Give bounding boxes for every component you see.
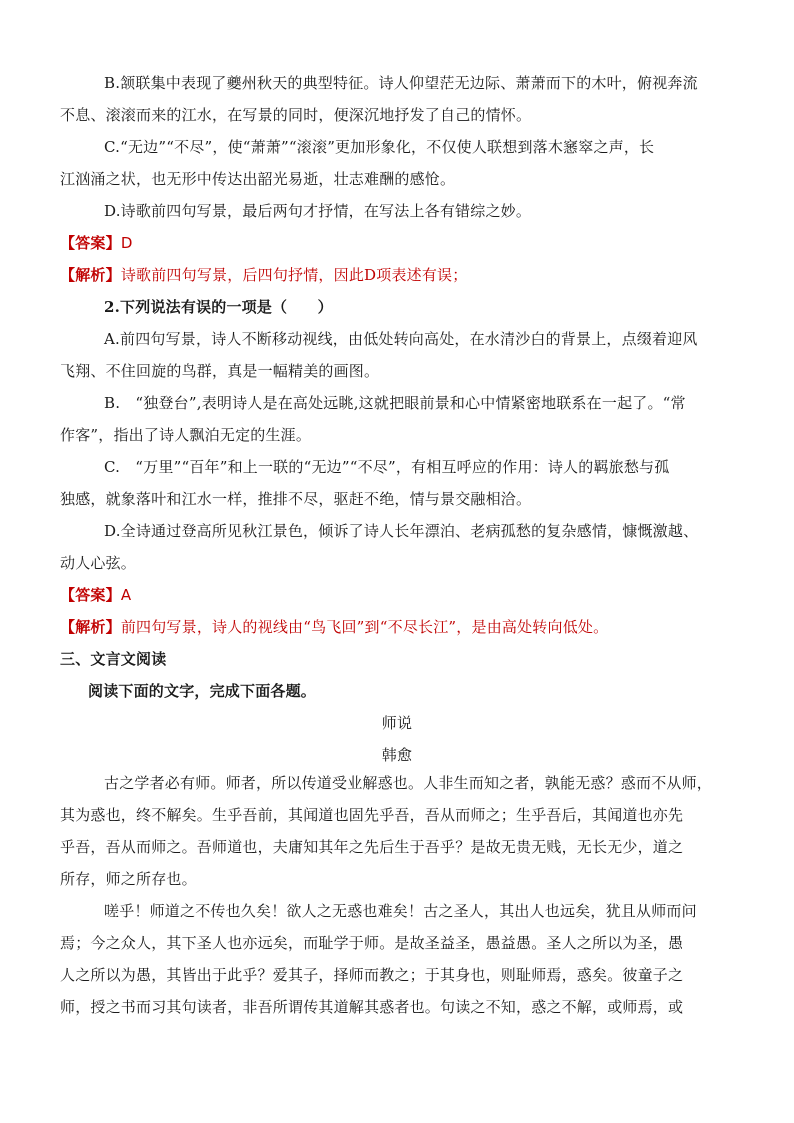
q2-option-b-line1: B. “独登台”,表明诗人是在高处远眺,这就把眼前景和心中情紧密地联系在一起了。“常 [104,394,686,412]
analysis-text: 诗歌前四句写景，后四句抒情，因此D项表述有误； [120,266,468,284]
q1-option-c-line1: C.“无边”“不尽”，使“萧萧”“滚滚”更加形象化，不仅使人联想到落木窸窣之声，长 [104,138,655,156]
q1-option-b-line2: 不息、滚滚而来的江水，在写景的同时，便深沉地抒发了自己的情怀。 [60,106,532,124]
q1-answer [60,233,760,253]
paragraph-1-line: 乎吾，吾从而师之。吾师道也，夫庸知其年之先后生于吾乎？是故无贵无贱，无长无少，道之 [60,838,684,856]
paragraph-1-line: 古之学者必有师。师者，所以传道受业解惑也。人非生而知之者，孰能无惑？惑而不从师， [104,774,713,792]
paragraph-1-line: 其为惑也，终不解矣。生乎吾前，其闻道也固先乎吾，吾从而师之；生乎吾后，其闻道也亦先 [60,806,684,824]
answer-value: D [120,234,133,252]
answer-tag: 【答案】 [60,586,121,604]
q2-option-c-line2: 独感，就象落叶和江水一样，推排不尽，驱赶不绝，情与景交融相洽。 [60,490,532,508]
section-heading: 三、文言文阅读 [60,650,167,668]
q2-option-b-line2: 作客”，指出了诗人飘泊无定的生涯。 [60,426,312,444]
q2-option-c-line1: C. “万里”“百年”和上一联的“无边”“不尽”，有相互呼应的作用：诗人的羁旅愁与孤 [104,458,670,476]
q1-option-d-line1: D.诗歌前四句写景，最后两句才抒情，在写法上各有错综之妙。 [104,202,532,220]
paragraph-2-line: 嗟乎！师道之不传也久矣！欲人之无惑也难矣！古之圣人，其出人也远矣，犹且从师而问 [104,902,697,920]
answer-tag: 【答案】 [60,234,121,252]
q2-analysis [60,617,760,637]
analysis-tag: 【解析】 [60,266,121,284]
paragraph-1-line: 所存，师之所存也。 [60,870,197,888]
q1-option-b-line1: B.颔联集中表现了夔州秋天的典型特征。诗人仰望茫无边际、萧萧而下的木叶，俯视奔流 [104,74,698,92]
q2-option-a-line1: A.前四句写景，诗人不断移动视线，由低处转向高处，在水清沙白的背景上，点缀着迎风 [104,330,698,348]
q2-stem: 2.下列说法有误的一项是（ ） [104,298,333,316]
q2-option-d-line2: 动人心弦。 [60,554,137,572]
paragraph-2-line: 人之所以为愚，其皆出于此乎？爱其子，择师而教之；于其身也，则耻师焉，惑矣。彼童子之 [60,966,684,984]
q2-option-d-line1: D.全诗通过登高所见秋江景色，倾诉了诗人长年漂泊、老病孤愁的复杂感情，慷慨激越、 [104,522,699,540]
essay-author: 韩愈 [381,746,413,764]
q1-analysis [60,265,760,285]
answer-value: A [120,586,132,604]
paragraph-2-line: 焉；今之众人，其下圣人也亦远矣，而耻学于师。是故圣益圣，愚益愚。圣人之所以为圣，愚 [60,934,684,952]
q2-option-a-line2: 飞翔、不住回旋的鸟群，真是一幅精美的画图。 [60,362,380,380]
analysis-tag: 【解析】 [60,618,121,636]
analysis-text: 前四句写景，诗人的视线由“鸟飞回”到“不尽长江”，是由高处转向低处。 [120,618,609,636]
essay-title: 师说 [381,714,413,732]
section-instruction: 阅读下面的文字，完成下面各题。 [88,682,317,700]
paragraph-2-line: 师，授之书而习其句读者，非吾所谓传其道解其惑者也。句读之不知，惑之不解，或师焉，或 [60,998,684,1016]
q1-option-c-line2: 江汹涌之状，也无形中传达出韶光易逝，壮志难酬的感怆。 [60,170,456,188]
q2-answer [60,585,760,605]
